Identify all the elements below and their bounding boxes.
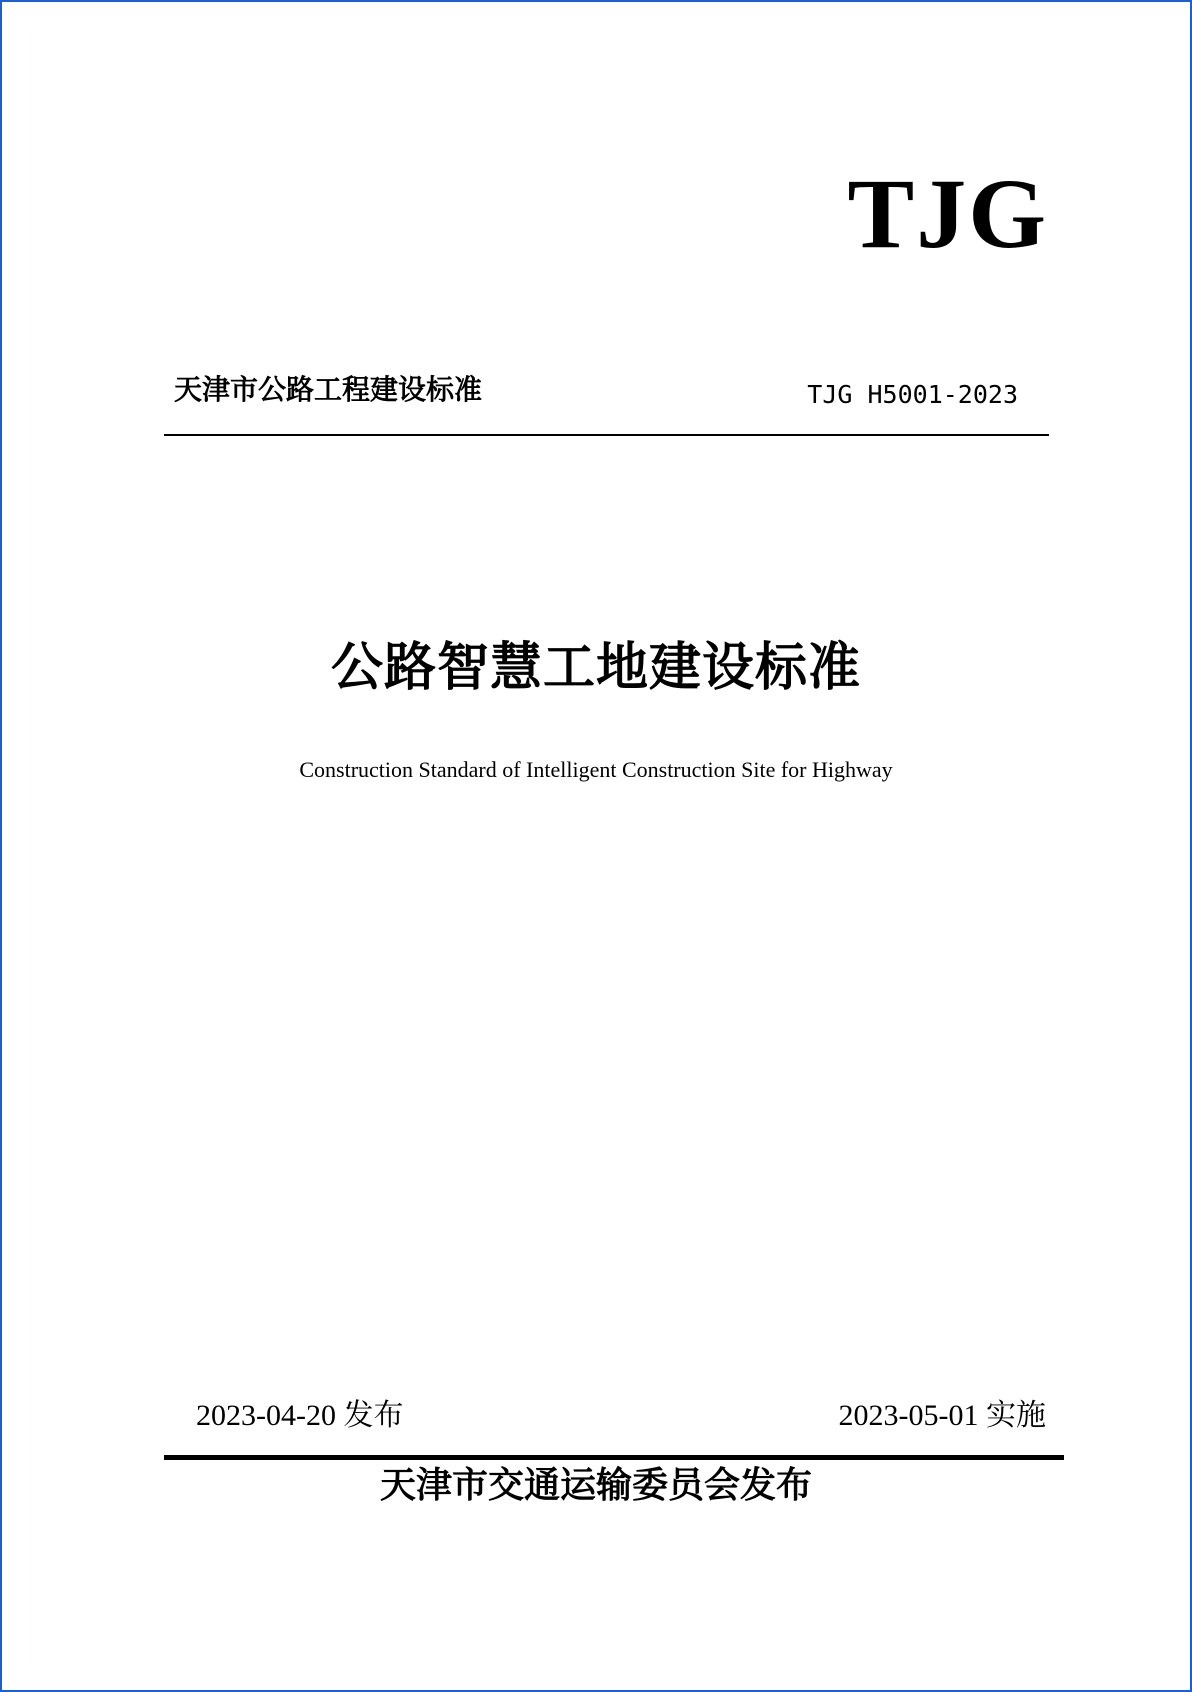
effective-date: 2023-05-01 实施 (838, 1399, 1046, 1432)
standard-logo: TJG (847, 158, 1048, 269)
header-divider (164, 434, 1049, 436)
document-title-chinese: 公路智慧工地建设标准 (330, 637, 861, 698)
standard-series: 天津市公路工程建设标准 (174, 373, 483, 406)
standard-code: TJG H5001-2023 (807, 380, 1018, 409)
issue-date: 2023-04-20 发布 (196, 1399, 404, 1432)
publisher: 天津市交通运输委员会发布 (379, 1464, 812, 1506)
footer-divider (164, 1455, 1064, 1460)
document-title-english: Construction Standard of Intelligent Construction Site for Highway (299, 757, 893, 782)
